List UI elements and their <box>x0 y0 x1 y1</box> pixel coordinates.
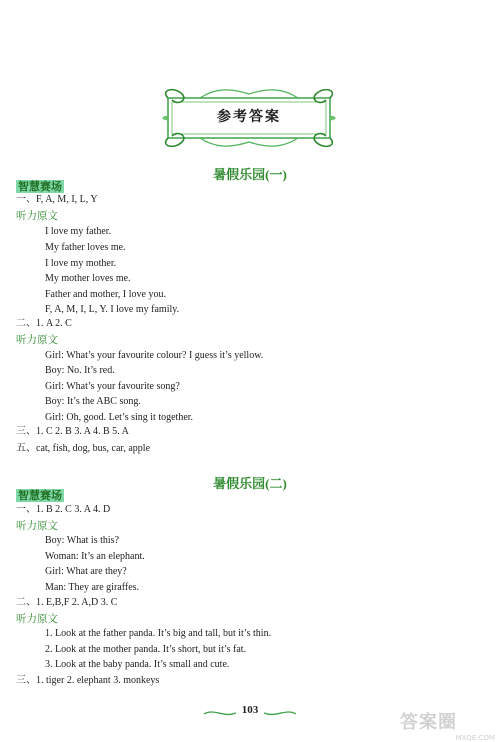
transcript-line: Boy: It’s the ABC song. <box>45 396 141 407</box>
transcript-line: 2. Look at the mother panda. It’s short, but it’s fat. <box>45 644 247 655</box>
listening-label: 听力原文 <box>16 210 58 222</box>
transcript-line: Father and mother, I love you. <box>45 289 166 300</box>
transcript-line: I love my mother. <box>45 258 117 269</box>
answer-line: 一、F, A, M, I, L, Y <box>16 194 98 205</box>
section-tag: 智慧赛场 <box>18 489 62 502</box>
transcript-line: Man: They are giraffes. <box>45 582 140 593</box>
section-title: 暑假乐园(二) <box>213 476 287 491</box>
banner-title: 参考答案 <box>217 110 281 125</box>
transcript-line: My mother loves me. <box>45 273 131 284</box>
transcript-line: F, A, M, I, L, Y. I love my family. <box>45 304 180 315</box>
answer-banner <box>160 86 338 150</box>
transcript-line: 3. Look at the baby panda. It’s small and cute. <box>45 659 230 670</box>
watermark-url: MXQE.COM <box>455 734 495 742</box>
answer-line: 三、1. C 2. B 3. A 4. B 5. A <box>16 426 129 437</box>
transcript-line: I love my father. <box>45 226 112 237</box>
listening-label: 听力原文 <box>16 334 58 346</box>
watermark-logo <box>400 708 495 742</box>
transcript-line: Girl: What’s your favourite colour? I guess it’s yellow. <box>45 350 264 361</box>
transcript-line: Boy: No. It’s red. <box>45 365 115 376</box>
answer-line: 二、1. E,B,F 2. A,D 3. C <box>16 597 118 608</box>
page-number: 103 <box>241 704 259 716</box>
transcript-line: Girl: Oh, good. Let’s sing it together. <box>45 412 194 423</box>
transcript-line: Girl: What’s your favourite song? <box>45 381 180 392</box>
listening-label: 听力原文 <box>16 520 58 532</box>
transcript-line: My father loves me. <box>45 242 126 253</box>
answer-line: 一、1. B 2. C 3. A 4. D <box>16 504 111 515</box>
watermark-text: 答案圈 <box>400 712 457 733</box>
transcript-line: Boy: What is this? <box>45 535 119 546</box>
transcript-line: Girl: What are they? <box>45 566 127 577</box>
transcript-line: 1. Look at the father panda. It’s big and tall, but it’s thin. <box>45 628 272 639</box>
answer-line: 三、1. tiger 2. elephant 3. monkeys <box>16 675 160 686</box>
listening-label: 听力原文 <box>16 613 58 625</box>
section-tag: 智慧赛场 <box>18 180 62 193</box>
answer-line: 二、1. A 2. C <box>16 318 72 329</box>
section-title: 暑假乐园(一) <box>213 167 287 182</box>
transcript-line: Woman: It’s an elephant. <box>45 551 145 562</box>
answer-line: 五、cat, fish, dog, bus, car, apple <box>16 443 151 454</box>
